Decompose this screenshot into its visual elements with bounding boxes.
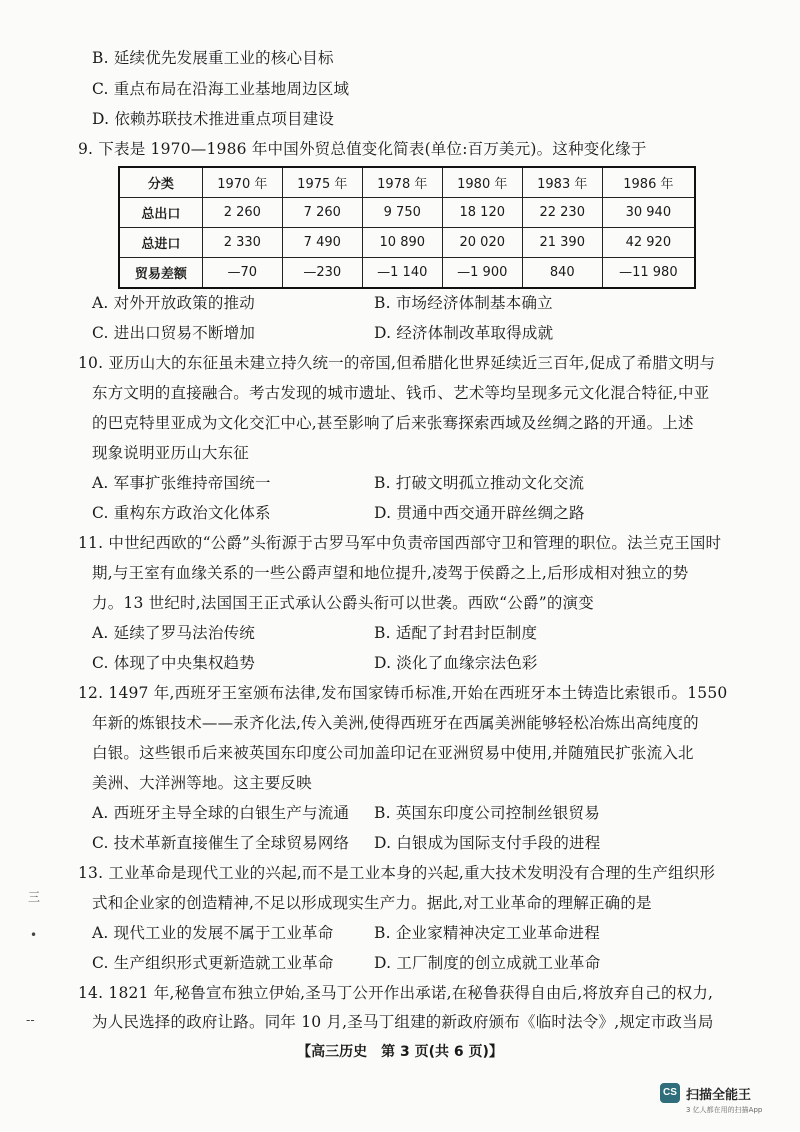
- q11-option-b: B. 适配了封君封臣制度: [374, 624, 538, 642]
- q11-stem-line: 力。13 世纪时,法国国王正式承认公爵头衔可以世袭。西欧“公爵”的演变: [92, 594, 594, 612]
- table-cell: —70: [202, 258, 282, 289]
- q13-option-d: D. 工厂制度的创立成就工业革命: [374, 954, 601, 972]
- q8-option-b: B. 延续优先发展重工业的核心目标: [92, 49, 334, 67]
- q10-option-d: D. 贯通中西交通开辟丝绸之路: [374, 504, 585, 522]
- q11-stem-line: 期,与王室有血缘关系的一些公爵声望和地位提升,凌驾于侯爵之上,后形成相对独立的势: [92, 564, 689, 582]
- q10-option-c: C. 重构东方政治文化体系: [92, 504, 271, 522]
- table-header-cell: 1986 年: [602, 167, 695, 198]
- table-header-cell: 1978 年: [362, 167, 442, 198]
- q10-stem-line: 的巴克特里亚成为文化交汇中心,甚至影响了后来张骞探索西域及丝绸之路的开通。上述: [92, 414, 694, 432]
- q8-option-d: D. 依赖苏联技术推进重点项目建设: [92, 110, 335, 128]
- trade-table: [118, 166, 696, 289]
- table-cell: 7 260: [282, 198, 362, 228]
- q13-option-a: A. 现代工业的发展不属于工业革命: [92, 924, 334, 942]
- table-cell: —1 900: [442, 258, 522, 289]
- q10-stem-line: 10. 亚历山大的东征虽未建立持久统一的帝国,但希腊化世界延续近三百年,促成了希腊文明与: [78, 354, 716, 372]
- q10-option-b: B. 打破文明孤立推动文化交流: [374, 474, 585, 492]
- q8-option-c: C. 重点布局在沿海工业基地周边区域: [92, 80, 350, 98]
- q9-option-c: C. 进出口贸易不断增加: [92, 324, 256, 342]
- table-cell: 2 330: [202, 228, 282, 258]
- q12-stem-line: 12. 1497 年,西班牙王室颁布法律,发布国家铸币标准,开始在西班牙本土铸造比索银币。1550: [78, 684, 728, 702]
- q12-option-a: A. 西班牙主导全球的白银生产与流通: [92, 804, 350, 822]
- table-cell: 22 230: [522, 198, 602, 228]
- q13-stem-line: 13. 工业革命是现代工业的兴起,而不是工业本身的兴起,重大技术发明没有合理的生产组织形: [78, 864, 716, 882]
- table-cell: 10 890: [362, 228, 442, 258]
- q12-option-b: B. 英国东印度公司控制丝银贸易: [374, 804, 600, 822]
- q11-option-d: D. 淡化了血缘宗法色彩: [374, 654, 538, 672]
- table-row: [119, 198, 695, 228]
- table-cell: —11 980: [602, 258, 695, 289]
- table-header-cell: 1983 年: [522, 167, 602, 198]
- q12-stem-line: 白银。这些银币后来被英国东印度公司加盖印记在亚洲贸易中使用,并随殖民扩张流入北: [92, 744, 694, 762]
- table-row: [119, 228, 695, 258]
- table-cell: 18 120: [442, 198, 522, 228]
- q10-stem-line: 东方文明的直接融合。考古发现的城市遗址、钱币、艺术等均呈现多元文化混合特征,中亚: [92, 384, 710, 402]
- q9-option-b: B. 市场经济体制基本确立: [374, 294, 553, 312]
- q10-stem-line: 现象说明亚历山大东征: [92, 444, 250, 462]
- margin-mark: •: [30, 928, 38, 942]
- table-cell: —1 140: [362, 258, 442, 289]
- table-header-row: [119, 167, 695, 198]
- table-cell: —230: [282, 258, 362, 289]
- table-row: [119, 258, 695, 289]
- table-header-cell: 分类: [119, 167, 202, 198]
- q12-option-c: C. 技术革新直接催生了全球贸易网络: [92, 834, 350, 852]
- table-cell: 2 260: [202, 198, 282, 228]
- q9-option-d: D. 经济体制改革取得成就: [374, 324, 554, 342]
- q13-option-c: C. 生产组织形式更新造就工业革命: [92, 954, 334, 972]
- camscanner-name: 扫描全能王: [686, 1088, 752, 1103]
- q13-option-b: B. 企业家精神决定工业革命进程: [374, 924, 600, 942]
- camscanner-tagline: 3 亿人都在用的扫描App: [686, 1106, 763, 1114]
- q14-stem-line: 为人民选择的政府让路。同年 10 月,圣马丁组建的新政府颁布《临时法令》,规定市政当局: [92, 1013, 714, 1031]
- q10-option-a: A. 军事扩张维持帝国统一: [92, 474, 271, 492]
- q13-stem-line: 式和企业家的创造精神,不足以形成现实生产力。据此,对工业革命的理解正确的是: [92, 894, 652, 912]
- table-cell: 7 490: [282, 228, 362, 258]
- q12-option-d: D. 白银成为国际支付手段的进程: [374, 834, 601, 852]
- q11-stem-line: 11. 中世纪西欧的“公爵”头衔源于古罗马军中负责帝国西部守卫和管理的职位。法兰克王国时: [78, 534, 722, 552]
- q12-stem-line: 年新的炼银技术——汞齐化法,传入美洲,使得西班牙在西属美洲能够轻松冶炼出高纯度的: [92, 714, 699, 732]
- q9-option-a: A. 对外开放政策的推动: [92, 294, 255, 312]
- q11-option-a: A. 延续了罗马法治传统: [92, 624, 255, 642]
- table-cell: 贸易差额: [119, 258, 202, 289]
- margin-mark: --: [26, 1013, 35, 1027]
- table-cell: 9 750: [362, 198, 442, 228]
- table-cell: 20 020: [442, 228, 522, 258]
- camscanner-logo-icon: CS: [660, 1083, 680, 1103]
- table-header-cell: 1975 年: [282, 167, 362, 198]
- table-cell: 21 390: [522, 228, 602, 258]
- q9-stem: 9. 下表是 1970—1986 年中国外贸总值变化简表(单位:百万美元)。这种变化缘于: [78, 140, 647, 158]
- q12-stem-line: 美洲、大洋洲等地。这主要反映: [92, 774, 312, 792]
- margin-mark: 三: [28, 890, 41, 904]
- q14-stem-line: 14. 1821 年,秘鲁宣布独立伊始,圣马丁公开作出承诺,在秘鲁获得自由后,将放弃自己的权力,: [78, 984, 714, 1002]
- table-header-cell: 1980 年: [442, 167, 522, 198]
- table-cell: 42 920: [602, 228, 695, 258]
- page-footer: 【高三历史 第 3 页(共 6 页)】: [297, 1044, 503, 1060]
- table-cell: 30 940: [602, 198, 695, 228]
- q11-option-c: C. 体现了中央集权趋势: [92, 654, 256, 672]
- table-cell: 840: [522, 258, 602, 289]
- table-cell: 总进口: [119, 228, 202, 258]
- table-header-cell: 1970 年: [202, 167, 282, 198]
- table-cell: 总出口: [119, 198, 202, 228]
